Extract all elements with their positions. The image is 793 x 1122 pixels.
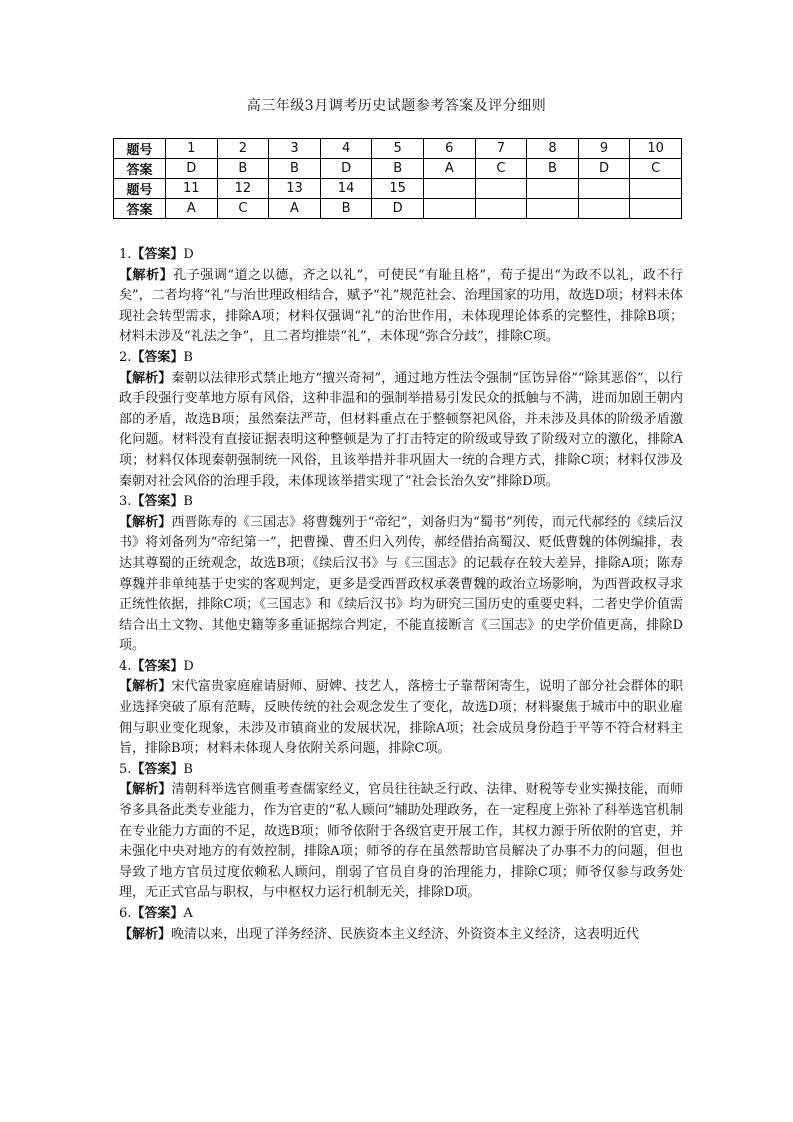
answer-value: B — [183, 349, 193, 365]
answer-label: 【答案】 — [131, 247, 184, 262]
answer-cell: A — [269, 199, 321, 219]
answer-cell — [423, 199, 475, 219]
explain-label: 【解析】 — [119, 782, 172, 798]
explain-text: 晚清以来，出现了洋务经济、民族资本主义经济、外资资本主义经济，这表明近代 — [171, 926, 640, 942]
answer-cell: B — [269, 159, 321, 179]
answer-value: B — [183, 761, 193, 777]
item-explanation — [119, 925, 683, 946]
answer-table — [113, 138, 682, 219]
item-number: 1. — [119, 247, 132, 262]
answer-cell: A — [423, 159, 475, 179]
question-number-cell: 14 — [320, 179, 372, 199]
answer-cell — [527, 199, 579, 219]
answer-cell: B — [372, 159, 424, 179]
answer-cell: B — [217, 159, 269, 179]
explain-text: 孔子强调“道之以德，齐之以礼”，可使民“有耻且格”，荀子提出“为政不以礼，政不行矣”，二者均将“礼”与治世理政相结合，赋予“礼”规范社会、治理国家的功用，故选D项；材料未体现社会转型需求，排除A项；材料仅强调“礼”的治世作用，未体现理论体系的完整性，排除B项；材料未涉及“礼法之争”，且二者均推崇“礼”，未体现“弥合分歧”，排除C项。 — [119, 267, 683, 345]
explain-label: 【解析】 — [119, 679, 172, 695]
question-number-cell: 13 — [269, 179, 321, 199]
item-answer-line — [119, 760, 683, 781]
question-number-cell — [423, 179, 475, 199]
answer-cell: D — [320, 159, 372, 179]
item-explanation — [119, 369, 683, 493]
question-number-cell: 15 — [372, 179, 424, 199]
item-answer-line — [119, 657, 683, 678]
answer-value: A — [183, 906, 193, 921]
item-number: 5. — [119, 761, 132, 777]
explain-label: 【解析】 — [119, 370, 172, 386]
answer-cell — [578, 199, 630, 219]
question-number-cell: 5 — [372, 139, 424, 159]
answer-label: 【答案】 — [131, 761, 184, 777]
explain-label: 【解析】 — [119, 926, 172, 942]
explain-text: 秦朝以法律形式禁止地方“擅兴奇祠”，通过地方性法令强制“匡饬异俗”“除其恶俗”，以行政手段强行变革地方原有风俗，这种非温和的强制举措易引发民众的抵触与不满，进而加剧王朝内部的矛盾，故选B项；虽然秦法严苛，但材料重点在于整顿祭祀风俗，并未涉及具体的阶级矛盾激化问题。材料没有直接证据表明这种整顿是为了打击特定的阶级或导致了阶级对立的激化，排除A项；材料仅体现秦朝强制统一风俗，且该举措并非巩固大一统的合理方式，排除C项；材料仅涉及秦朝对社会风俗的治理手段，未体现该举措实现了“社会长治久安”排除D项。 — [119, 370, 683, 489]
answer-explanations — [119, 245, 683, 945]
page-title: 高三年级3月调考历史试题参考答案及评分细则 — [246, 98, 547, 114]
explain-text: 西晋陈寿的《三国志》将曹魏列于“帝纪”，刘备归为“蜀书”列传，而元代郝经的《续后汉书》将刘备列为“帝纪第一”，把曹操、曹丕归入列传，郝经借抬高蜀汉、贬低曹魏的体例编排，表达其尊蜀的正统观念，故选B项；《续后汉书》与《三国志》的记载存在较大差异，排除A项；陈寿尊魏并非单纯基于史实的客观判定，更多是受西晋政权承袭曹魏的政治立场影响，为西晋政权寻求正统性依据，排除C项；《三国志》和《续后汉书》均为研究三国历史的重要史料，二者史学价值需结合出土文物、其他史籍等多重证据综合判定，不能直接断言《三国志》的史学价值更高，排除D项。 — [119, 514, 683, 654]
answer-cell: C — [475, 159, 527, 179]
row-header: 题号 — [114, 139, 166, 159]
question-number-cell — [630, 179, 682, 199]
item-number: 2. — [119, 349, 132, 365]
question-number-cell: 6 — [423, 139, 475, 159]
explain-text: 宋代富贵家庭雇请厨师、厨婢、技艺人，落榜士子靠帮闲寄生，说明了部分社会群体的职业选择突破了原有范畴，反映传统的社会观念发生了变化，故选D项；材料聚焦于城市中的职业雇佣与职业变化现象，未涉及市镇商业的发展状况，排除A项；社会成员身份趋于平等不符合材料主旨，排除B项；材料未体现人身依附关系问题，排除C项。 — [119, 679, 683, 757]
answer-cell — [630, 199, 682, 219]
explain-text: 清朝科举选官侧重考查儒家经义，官员往往缺乏行政、法律、财税等专业实操技能，而师爷多具备此类专业能力，作为官吏的“私人顾问”辅助处理政务，在一定程度上弥补了科举选官机制在专业能力方面的不足，故选B项；师爷依附于各级官吏开展工作，其权力源于所依附的官吏，并未强化中央对地方的有效控制，排除A项；师爷的存在虽然帮助官员解决了办事不力的问题，但也导致了地方官员过度依赖私人顾问，削弱了官员自身的治理能力，排除C项；师爷仅参与政务处理，无正式官品与职权，与中枢权力运行机制无关，排除D项。 — [119, 782, 683, 901]
row-header: 答案 — [114, 159, 166, 179]
question-number-cell: 12 — [217, 179, 269, 199]
answer-cell: A — [166, 199, 218, 219]
answer-label: 【答案】 — [131, 906, 184, 921]
row-header: 答案 — [114, 199, 166, 219]
question-number-cell — [578, 179, 630, 199]
answer-cell: D — [578, 159, 630, 179]
answer-label: 【答案】 — [131, 658, 184, 674]
question-number-cell: 8 — [527, 139, 579, 159]
item-answer-line — [119, 245, 683, 266]
question-number-cell — [475, 179, 527, 199]
answer-value: D — [183, 247, 194, 262]
row-header: 题号 — [114, 179, 166, 199]
question-number-cell: 7 — [475, 139, 527, 159]
answer-cell: C — [630, 159, 682, 179]
answer-cell: B — [527, 159, 579, 179]
answer-cell: D — [372, 199, 424, 219]
item-number: 3. — [119, 494, 132, 510]
question-number-cell: 4 — [320, 139, 372, 159]
answer-value: B — [183, 494, 193, 510]
item-number: 6. — [119, 906, 132, 921]
question-number-cell: 3 — [269, 139, 321, 159]
question-number-cell: 9 — [578, 139, 630, 159]
question-number-cell: 2 — [217, 139, 269, 159]
item-answer-line — [119, 348, 683, 369]
question-number-cell: 11 — [166, 179, 218, 199]
explain-label: 【解析】 — [119, 267, 174, 283]
answer-cell: C — [217, 199, 269, 219]
item-number: 4. — [119, 658, 132, 674]
item-explanation — [119, 677, 683, 759]
question-number-cell — [527, 179, 579, 199]
answer-row — [114, 199, 682, 219]
question-number-cell: 10 — [630, 139, 682, 159]
answer-label: 【答案】 — [131, 349, 184, 365]
item-answer-line — [119, 904, 683, 925]
question-number-row — [114, 139, 682, 159]
item-explanation — [119, 780, 683, 904]
explain-label: 【解析】 — [119, 514, 172, 530]
answer-cell — [475, 199, 527, 219]
answer-cell: B — [320, 199, 372, 219]
answer-value: D — [183, 658, 194, 674]
answer-cell: D — [166, 159, 218, 179]
answer-row — [114, 159, 682, 179]
item-explanation — [119, 266, 683, 348]
item-answer-line — [119, 492, 683, 513]
item-explanation — [119, 513, 683, 657]
answer-label: 【答案】 — [131, 494, 184, 510]
question-number-cell: 1 — [166, 139, 218, 159]
question-number-row — [114, 179, 682, 199]
